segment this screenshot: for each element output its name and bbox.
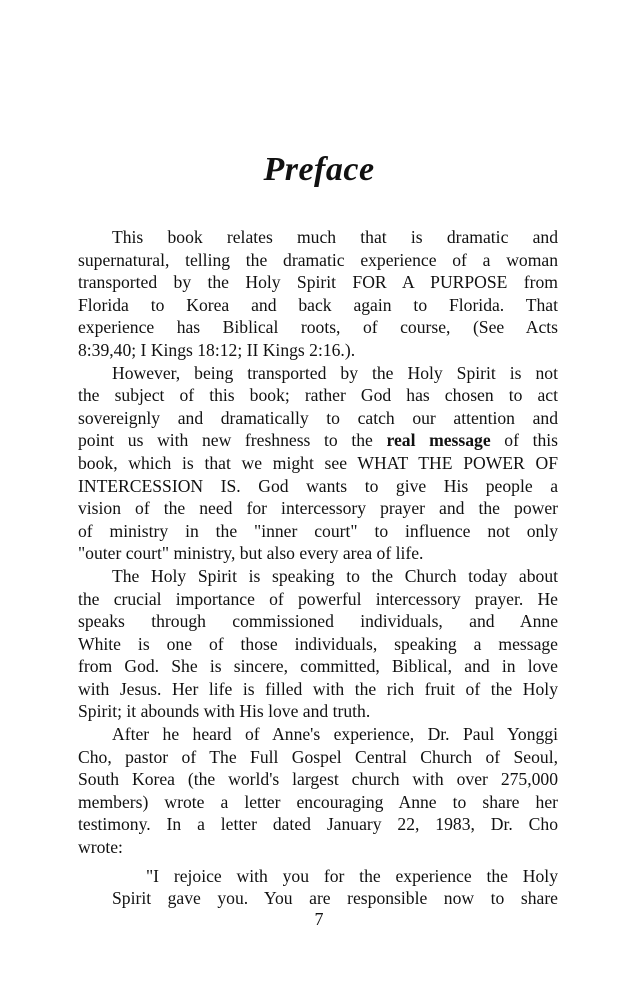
text-line: the subject of this book; rather God has chosen to act <box>78 385 558 406</box>
text-fragment: point us with new freshness to the <box>78 430 373 451</box>
text-line: Cho, pastor of The Full Gospel Central Church of Seoul, <box>78 746 558 767</box>
text-line: After he heard of Anne's experience, Dr. Paul Yonggi <box>112 724 558 745</box>
text-line: speaks through commissioned individuals, and Anne <box>78 611 558 632</box>
text-line: from God. She is sincere, committed, Biblical, and in love <box>78 656 558 677</box>
text-line: White is one of those individuals, speaking a message <box>78 633 558 654</box>
text-line-with-emphasis <box>78 429 558 452</box>
text-line: testimony. In a letter dated January 22, 1983, Dr. Cho <box>78 814 558 835</box>
text-line: South Korea (the world's largest church with over 275,000 <box>78 769 558 790</box>
text-line: experience has Biblical roots, of course, (See Acts <box>78 317 558 338</box>
text-line: However, being transported by the Holy Spirit is not <box>112 362 558 383</box>
text-line: Spirit; it abounds with His love and truth. <box>78 701 371 722</box>
text-line: transported by the Holy Spirit FOR A PURPOSE from <box>78 272 558 293</box>
text-line: of ministry in the "inner court" to influence not only <box>78 520 558 541</box>
text-line: with Jesus. Her life is filled with the rich fruit of the Holy <box>78 678 558 699</box>
text-line: This book relates much that is dramatic and <box>112 227 558 247</box>
preface-body <box>78 226 558 910</box>
text-line: book, which is that we might see WHAT THE POWER OF <box>78 452 558 473</box>
text-line: sovereignly and dramatically to catch our attention and <box>78 407 558 428</box>
text-line: The Holy Spirit is speaking to the Church today about <box>112 565 558 586</box>
text-line: 8:39,40; I Kings 18:12; II Kings 2:16.). <box>78 339 356 360</box>
text-line: wrote: <box>78 837 123 858</box>
text-fragment: of this <box>504 430 559 451</box>
text-line: members) wrote a letter encouraging Anne to share her <box>78 791 558 812</box>
quote-line: "I rejoice with you for the experience the Holy <box>146 865 558 886</box>
text-line: vision of the need for intercessory prayer and the power <box>78 498 558 519</box>
quote-line: Spirit gave you. You are responsible now to share <box>112 888 558 909</box>
text-line: the crucial importance of powerful intercessory prayer. He <box>78 588 558 609</box>
text-line: Florida to Korea and back again to Florida. That <box>78 294 558 315</box>
text-line: "outer court" ministry, but also every area of life. <box>78 543 424 564</box>
text-line: supernatural, telling the dramatic experience of a woman <box>78 249 558 270</box>
emphasis-real-message: real message <box>386 430 491 451</box>
text-line: INTERCESSION IS. God wants to give His people a <box>78 475 558 496</box>
page-number: 7 <box>314 909 324 929</box>
page-title: Preface <box>263 151 375 188</box>
